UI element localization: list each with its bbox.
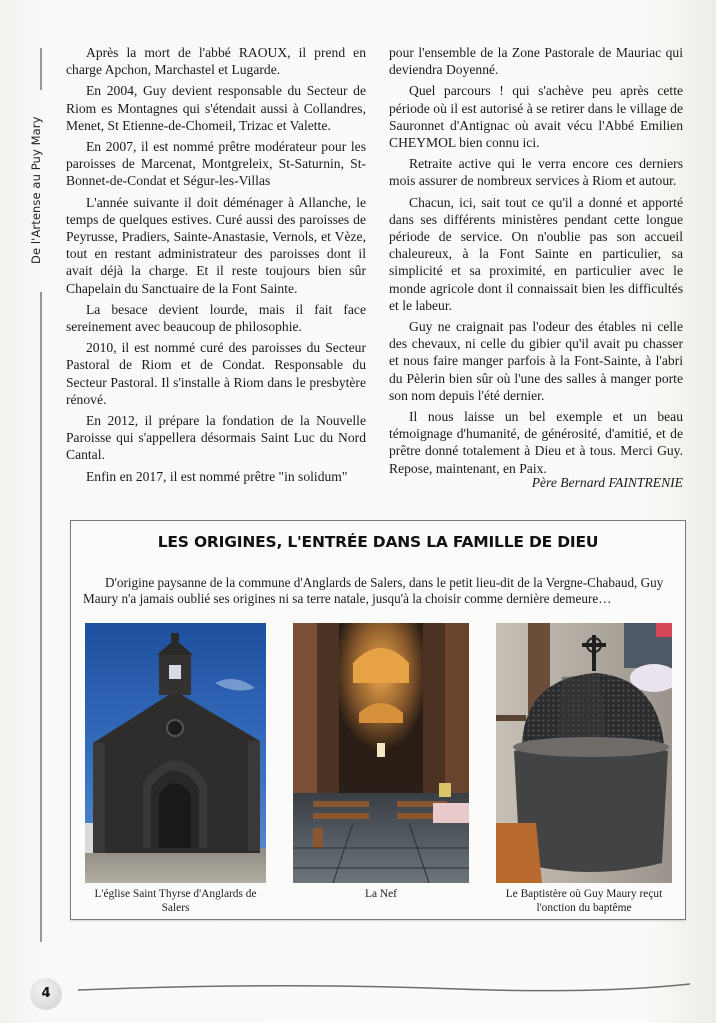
paragraph: L'année suivante il doit déménager à Allanche, le temps de quelques estives. Curé aussi des paroisses de Peyrusse, Pradiers, Sainte-Anastasie, Vernols, et Vèze, tout en restant administrateur des paroisses dont il avait déjà la charge. Et il reste toujours bien sûr Chapelain du Sanctuaire de la Font Sainte.: [66, 194, 366, 296]
paragraph: Quel parcours ! qui s'achève peu après cette période où il est autorisé à se retirer dans le village de Sauronnet d'Antignac où avait vécu l'Abbé Emilien CHEYMOL bien connu ici.: [389, 83, 683, 151]
box-title: LES ORIGINES, L'ENTRÉE DANS LA FAMILLE DE DIEU: [157, 533, 599, 551]
baptistery-photo: [496, 623, 672, 883]
paragraph: Guy ne craignait pas l'odeur des étables ni celle des chevaux, ni celle du gibier qu'il avait pu chasser et nous faire manger parfois à la Font-Sainte, à l'abri du Pèlerin bien sûr où l'une des salles à manger porte son nom depuis l'été dernier.: [389, 319, 683, 403]
publication-title: De l'Artense au Puy Mary: [29, 116, 43, 264]
paragraph: Retraite active qui le verra encore ces derniers mois assurer de nombreux services à Riom et autour.: [389, 156, 683, 189]
photo-caption: L'église Saint Thyrse d'Anglards de Salers: [94, 888, 257, 914]
article-column-left: [66, 44, 366, 489]
paragraph: La besace devient lourde, mais il fait face sereinement avec beaucoup de philosophie.: [66, 301, 366, 335]
footer-rule: [78, 980, 690, 1000]
paragraph: pour l'ensemble de la Zone Pastorale de Mauriac qui deviendra Doyenné.: [389, 45, 683, 78]
box-intro: D'origine paysanne de la commune d'Anglards de Salers, dans le petit lieu-dit de la Vergne-Chabaud, Guy Maury n'a jamais oublié ses origines ni sa terre natale, jusqu'à la choisir comme dernière demeure…: [83, 575, 664, 606]
paragraph: 2010, il est nommé curé des paroisses du Secteur Pastoral de Riom et de Condat. Responsable du Secteur Pastoral. Il s'installe à Riom dans le presbytère rénové.: [66, 340, 366, 407]
church-exterior-photo: [85, 623, 266, 883]
sidebar-rule-bottom: [40, 292, 42, 942]
paragraph: Il nous laisse un bel exemple et un beau témoignage d'humanité, de générosité, d'amitié, et de prêtre donné totalement à Dieu et à tous. Merci Guy. Repose, maintenant, en Paix.: [389, 409, 683, 476]
paragraph: En 2007, il est nommé prêtre modérateur pour les paroisses de Marcenat, Montgreleix, St-Saturnin, St-Bonnet-de-Condat et Ségur-les-Villas: [66, 139, 366, 189]
paragraph: Chacun, ici, sait tout ce qu'il a donné et apporté dans ses différents ministères pendant cette longue période de service. On n'oublie pas son accueil chaleureux, à la Font Sainte en particulier, sa simplicité et sa proximité, en particulier avec le monde agricole dont il connaissait bien les difficultés et le labeur.: [389, 194, 683, 313]
paragraph: En 2004, Guy devient responsable du Secteur de Riom es Montagnes qui s'étendait aussi à Collandres, Menet, St Etienne-de-Chomeil, Trizac et Valette.: [66, 83, 366, 133]
paragraph: Après la mort de l'abbé RAOUX, il prend en charge Apchon, Marchastel et Lugarde.: [66, 45, 366, 78]
author-signature: Père Bernard FAINTRENIE: [531, 475, 683, 490]
origins-box: [70, 520, 686, 920]
photo-caption: Le Baptistère où Guy Maury reçut l'onction du baptême: [505, 888, 663, 914]
photo-caption: La Nef: [365, 888, 397, 900]
paragraph: En 2012, il prépare la fondation de la Nouvelle Paroisse qui s'appellera désormais Saint Luc du Nord Cantal.: [66, 413, 366, 463]
article-column-right: [389, 44, 683, 481]
sidebar-rule-top: [40, 48, 42, 90]
nave-photo: [293, 623, 469, 883]
paragraph: Enfin en 2017, il est nommé prêtre "in solidum": [86, 468, 348, 484]
page-number: 4: [30, 978, 62, 1010]
